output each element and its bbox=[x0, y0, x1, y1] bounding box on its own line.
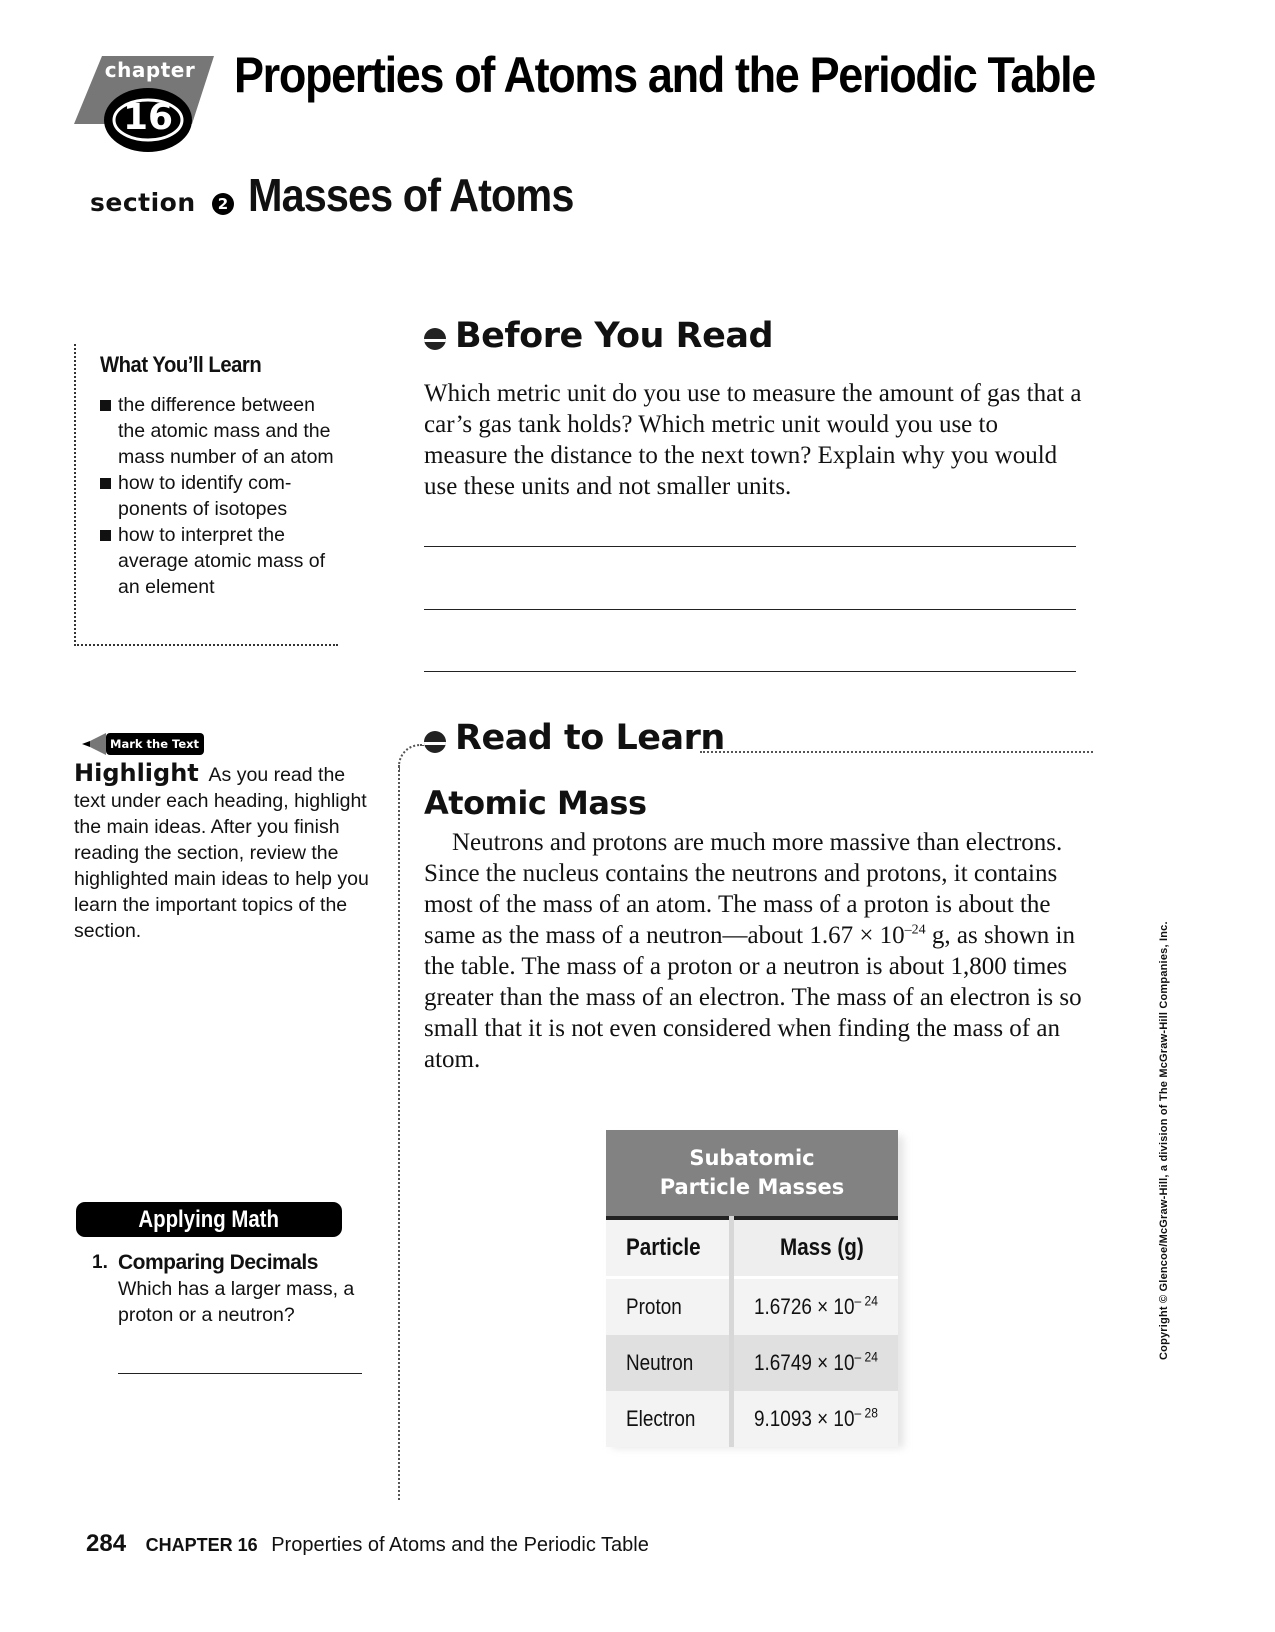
question-text: Which has a larger mass, a proton or a neutron? bbox=[118, 1278, 355, 1326]
table-row bbox=[606, 1335, 898, 1391]
read-to-learn-heading: Read to Learn bbox=[455, 718, 725, 758]
dotted-rule bbox=[700, 751, 1093, 753]
particle-cell bbox=[606, 1278, 731, 1336]
section-title: Masses of Atoms bbox=[248, 169, 574, 221]
chapter-number: 16 bbox=[122, 97, 174, 138]
before-you-read-bullet-icon bbox=[424, 328, 446, 350]
subatomic-particle-masses-table bbox=[606, 1130, 898, 1447]
column-header-particle bbox=[606, 1218, 731, 1278]
paragraph-text: g, as shown in the table. The mass of a proton or a neutron is about 1,800 times greater than the mass of an electron. The mass of an electron is so small that it is not even considered when finding the mass of an atom. bbox=[424, 922, 1082, 1073]
what-youll-learn-list bbox=[98, 392, 338, 600]
question-number: 1. bbox=[92, 1252, 108, 1273]
atomic-mass-paragraph bbox=[424, 827, 1104, 1075]
mass-exponent: – 24 bbox=[854, 1292, 878, 1309]
read-to-learn-bullet-icon bbox=[424, 731, 446, 753]
mass-cell bbox=[731, 1278, 898, 1336]
paragraph-text: Neutrons and protons are much more massive than electrons. Since the nucleus contains the neutrons and protons, it contains most of the mass of an atom. The mass of a proton is about the same as the mass of a neutron—about 1.67 × 10 bbox=[424, 829, 1063, 949]
question bbox=[118, 1250, 378, 1328]
header-text: Mass (g) bbox=[779, 1234, 864, 1261]
particle-name: Neutron bbox=[626, 1350, 694, 1375]
dotted-rule-corner bbox=[398, 744, 424, 770]
table-caption-line: Subatomic bbox=[689, 1146, 815, 1170]
highlight-word: Highlight bbox=[74, 759, 199, 787]
particle-name: Electron bbox=[626, 1406, 696, 1431]
page-number: 284 bbox=[86, 1530, 127, 1557]
column-header-mass bbox=[731, 1218, 898, 1278]
mark-the-text-label: Mark the Text bbox=[110, 737, 200, 751]
mass-cell bbox=[731, 1335, 898, 1391]
question-title: Comparing Decimals bbox=[118, 1251, 318, 1274]
math-answer-line[interactable] bbox=[118, 1373, 362, 1374]
header-text: Particle bbox=[626, 1234, 701, 1261]
table-row bbox=[606, 1278, 898, 1336]
mass-value bbox=[754, 1406, 878, 1432]
before-you-read-heading: Before You Read bbox=[455, 316, 774, 356]
table-caption bbox=[606, 1130, 898, 1218]
mass-value bbox=[754, 1350, 878, 1376]
learn-item: how to identify com- ponents of isotopes bbox=[98, 470, 338, 522]
before-you-read-prompt: Which metric unit do you use to measure the amount of gas that a car’s gas tank holds? Which metric unit would you use to measure the distance to the next town? Explain why you would use these units and not smaller units. bbox=[424, 380, 1082, 500]
atomic-mass-heading: Atomic Mass bbox=[424, 784, 647, 822]
mass-exponent: – 24 bbox=[854, 1348, 878, 1365]
table-row bbox=[606, 1391, 898, 1447]
particle-cell bbox=[606, 1335, 731, 1391]
page-footer bbox=[86, 1530, 649, 1558]
highlight-instruction-text: As you read the text under each heading, highlight the main ideas. After you finish reading the section, review the highlighted main ideas to help you learn the important topics of the section. bbox=[74, 764, 369, 942]
table-caption-line: Particle Masses bbox=[659, 1175, 845, 1199]
footer-chapter-label: CHAPTER 16 bbox=[145, 1535, 258, 1555]
section-label: section bbox=[90, 188, 196, 217]
answer-line[interactable] bbox=[424, 671, 1076, 672]
mass-mantissa: 1.6749 × 10 bbox=[753, 1350, 855, 1375]
particle-name: Proton bbox=[626, 1294, 682, 1319]
answer-line[interactable] bbox=[424, 609, 1076, 610]
dotted-column-divider bbox=[398, 765, 400, 1500]
applying-math-label: Applying Math bbox=[138, 1206, 280, 1233]
applying-math-banner bbox=[76, 1202, 342, 1237]
section-number: 2 bbox=[212, 193, 234, 215]
footer-chapter-title: Properties of Atoms and the Periodic Table bbox=[271, 1534, 649, 1556]
mass-exponent: – 28 bbox=[854, 1404, 878, 1421]
mass-mantissa: 9.1093 × 10 bbox=[753, 1406, 855, 1431]
learn-item: the difference between the atomic mass and the mass number of an atom bbox=[98, 392, 338, 470]
mass-mantissa: 1.6726 × 10 bbox=[753, 1294, 855, 1319]
answer-line[interactable] bbox=[424, 546, 1076, 547]
particle-cell bbox=[606, 1391, 731, 1447]
learn-item: how to interpret the average atomic mass of an element bbox=[98, 522, 338, 600]
copyright-notice: Copyright © Glencoe/McGraw-Hill, a division of The McGraw-Hill Companies, Inc. bbox=[1158, 921, 1170, 1360]
chapter-word: chapter bbox=[104, 58, 196, 82]
mass-cell bbox=[731, 1391, 898, 1447]
highlight-instructions bbox=[74, 760, 374, 944]
page-title: Properties of Atoms and the Periodic Table bbox=[234, 47, 1095, 103]
mass-value bbox=[754, 1294, 878, 1320]
exponent: –24 bbox=[904, 922, 926, 938]
what-youll-learn-heading: What You’ll Learn bbox=[100, 352, 262, 377]
